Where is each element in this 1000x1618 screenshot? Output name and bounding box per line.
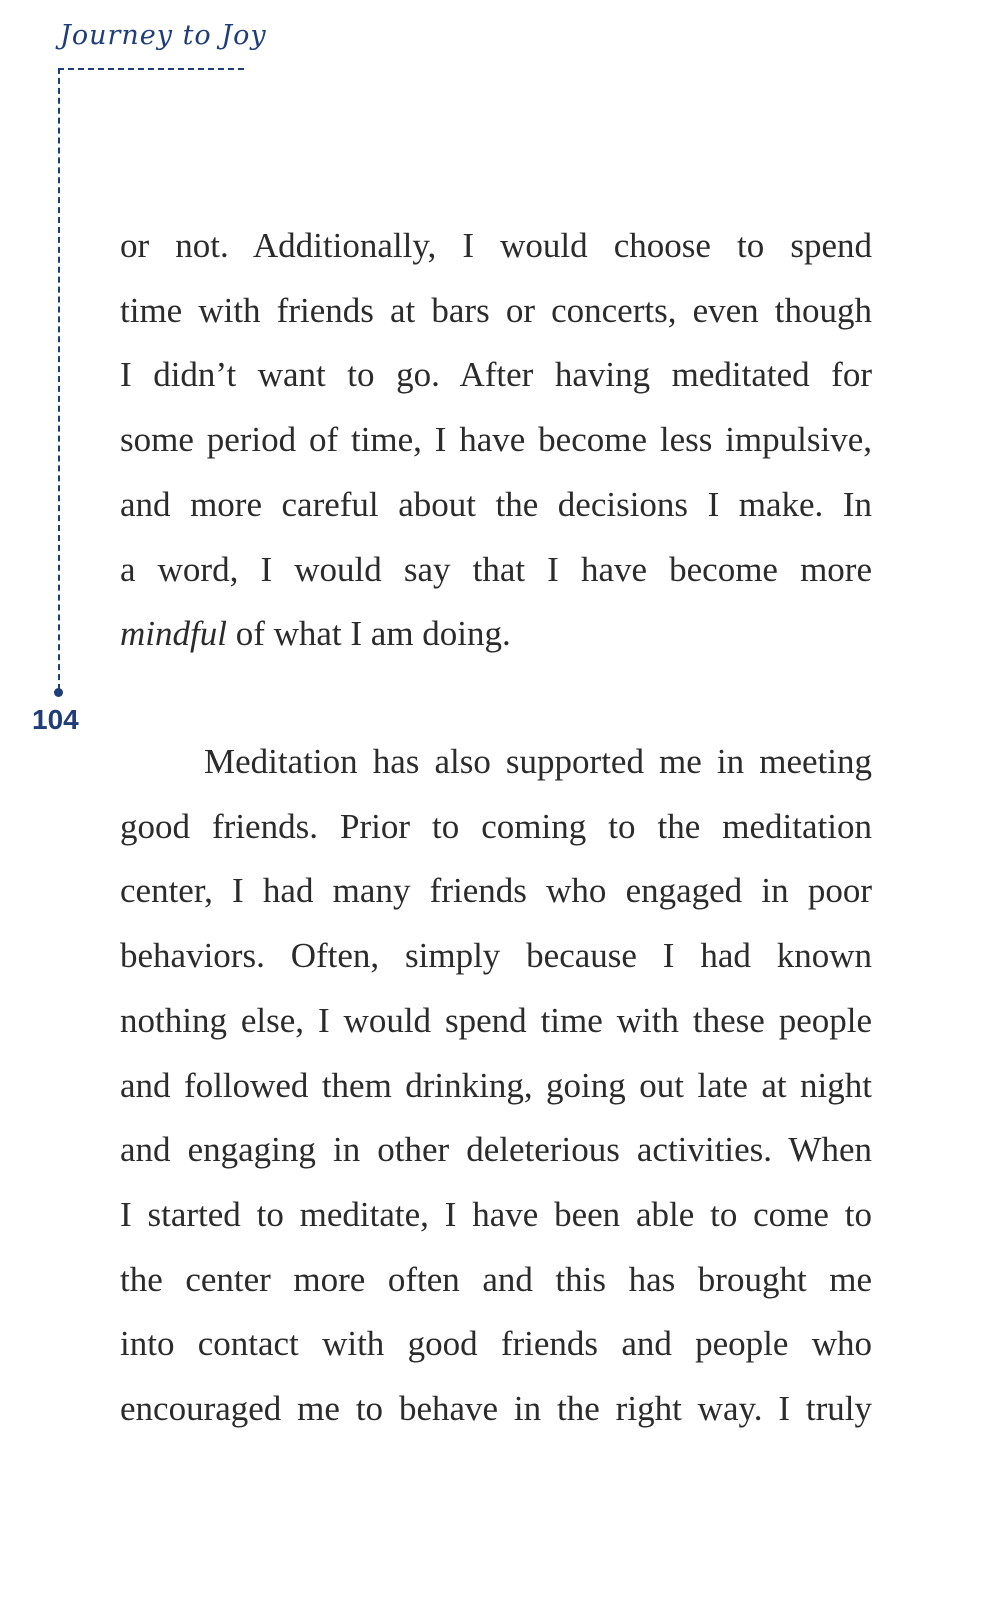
text-line: and more careful about the decisions I make. In	[120, 484, 872, 524]
text-line: a word, I would say that I have become more	[120, 549, 872, 589]
text-line: center, I had many friends who engaged in poor	[120, 871, 872, 911]
text-line: time with friends at bars or concerts, even though	[120, 290, 872, 330]
text-line: behaviors. Often, simply because I had known	[120, 936, 872, 976]
text-line: the center more often and this has brought me	[120, 1259, 872, 1299]
text-line: or not. Additionally, I would choose to spend	[120, 226, 872, 265]
paragraph-2	[120, 730, 872, 1442]
text-line: good friends. Prior to coming to the meditation	[120, 806, 872, 846]
text-line: some period of time, I have become less impulsive,	[120, 420, 872, 460]
text-fragment: of what I am doing.	[226, 614, 511, 654]
rule-end-dot	[54, 688, 63, 697]
header-dashed-rule	[58, 68, 244, 70]
page-number: 104	[32, 704, 79, 735]
text-line: into contact with good friends and people who	[120, 1324, 872, 1364]
text-line: I started to meditate, I have been able to come to	[120, 1194, 872, 1234]
text-line: Meditation has also supported me in meeting	[204, 742, 872, 781]
text-line: encouraged me to behave in the right way. I truly	[120, 1389, 872, 1429]
emphasis-word: mindful	[120, 614, 227, 654]
text-line: I didn’t want to go. After having meditated for	[120, 355, 872, 395]
text-line: nothing else, I would spend time with these people	[120, 1000, 872, 1040]
text-line: and engaging in other deleterious activities. When	[120, 1130, 872, 1170]
running-head: Journey to Joy	[60, 20, 267, 51]
margin-dashed-rule	[58, 68, 60, 690]
text-line-last	[120, 602, 872, 667]
text-line: and followed them drinking, going out late at night	[120, 1065, 872, 1105]
paragraph-1	[120, 214, 872, 667]
